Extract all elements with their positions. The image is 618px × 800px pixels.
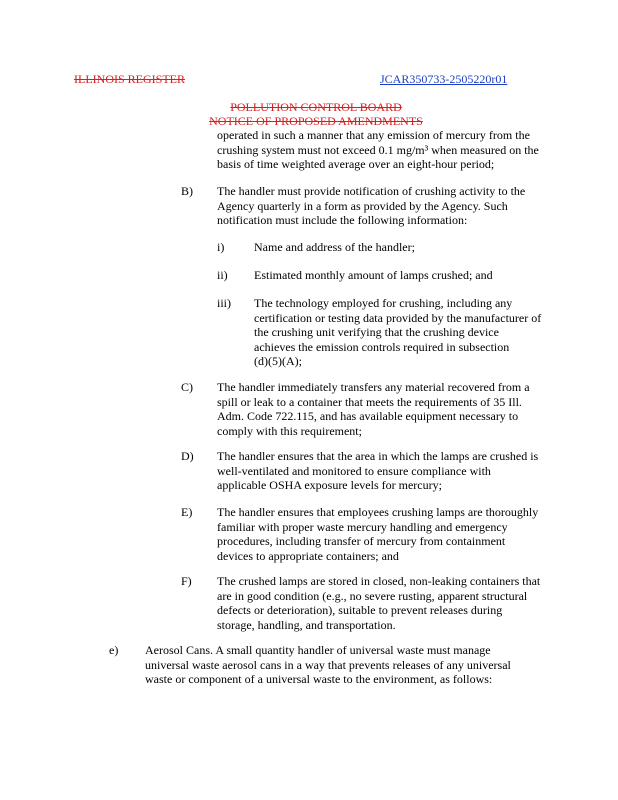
text-line: comply with this requirement;: [217, 423, 362, 438]
item-e-text: [217, 505, 538, 563]
text-line: The handler ensures that employees crushing lamps are thoroughly: [217, 505, 539, 519]
text-line: are in good condition (e.g., no severe rusting, apparent structural: [217, 588, 528, 603]
text-line: crushing system must not exceed 0.1 mg/m³ when measured on the: [217, 142, 539, 157]
item-c-label: C): [181, 380, 193, 394]
text-line: procedures, including transfer of mercury from containment: [217, 534, 506, 548]
item-b-ii-label: ii): [217, 268, 228, 282]
text-line: The handler immediately transfers any material recovered from a: [217, 380, 530, 394]
text-line: storage, handling, and transportation.: [217, 617, 396, 632]
text-line: certification or testing data provided by the manufacturer of: [254, 310, 542, 325]
item-d-text: [217, 449, 538, 493]
item-c-text: [217, 380, 530, 438]
text-line: achieves the emission controls required in subsection: [254, 339, 510, 354]
item-b-ii-text: [254, 268, 493, 283]
item-f-text: [217, 574, 540, 632]
text-line: The crushed lamps are stored in closed, non-leaking containers that: [217, 574, 541, 588]
item-b-text: [217, 184, 525, 228]
item-e-label: E): [181, 505, 193, 519]
section-e-label: e): [109, 643, 119, 657]
text-line: Agency quarterly in a form as provided by the Agency. Such: [217, 198, 508, 213]
item-b-iii-label: iii): [217, 296, 231, 310]
text-line: basis of time weighted average over an eight-hour period;: [217, 157, 495, 171]
jcar-reference-link[interactable]: JCAR350733-2505220r01: [380, 72, 508, 86]
item-b-i-text: [254, 240, 415, 255]
item-b-iii-text: [254, 296, 541, 369]
text-line: Aerosol Cans. A small quantity handler of universal waste must manage: [145, 643, 491, 657]
text-line: Name and address of the handler;: [254, 240, 415, 254]
intro-paragraph: [217, 128, 539, 172]
text-line: The handler ensures that the area in which the lamps are crushed is: [217, 449, 539, 463]
text-line: The handler must provide notification of crushing activity to the: [217, 184, 526, 198]
text-line: (d)(5)(A);: [254, 354, 302, 368]
text-line: well-ventilated and monitored to ensure compliance with: [217, 463, 491, 478]
text-line: universal waste aerosol cans in a way that prevents releases of any universal: [145, 657, 511, 672]
text-line: spill or leak to a container that meets the requirements of 35 Ill.: [217, 394, 522, 409]
section-e-text: [145, 643, 511, 687]
item-d-label: D): [181, 449, 194, 463]
text-line: applicable OSHA exposure levels for mercury;: [217, 478, 442, 492]
text-line: operated in such a manner that any emission of mercury from the: [217, 128, 530, 142]
text-line: devices to appropriate containers; and: [217, 548, 399, 563]
register-title: ILLINOIS REGISTER: [74, 72, 185, 86]
text-line: Adm. Code 722.115, and has available equipment necessary to: [217, 409, 519, 423]
text-line: defects or deterioration), suitable to prevent releases during: [217, 603, 503, 617]
item-b-label: B): [181, 184, 193, 198]
text-line: the crushing unit verifying that the crushing device: [254, 325, 499, 339]
text-line: familiar with proper waste mercury handling and emergency: [217, 519, 508, 534]
text-line: The technology employed for crushing, including any: [254, 296, 513, 310]
item-b-i-label: i): [217, 240, 225, 254]
text-line: Estimated monthly amount of lamps crushed; and: [254, 268, 493, 282]
board-title: POLLUTION CONTROL BOARD: [230, 100, 402, 114]
text-line: waste or component of a universal waste to the environment, as follows:: [145, 672, 493, 686]
item-f-label: F): [181, 574, 192, 588]
notice-title: NOTICE OF PROPOSED AMENDMENTS: [209, 114, 423, 128]
text-line: notification must include the following information:: [217, 213, 468, 227]
